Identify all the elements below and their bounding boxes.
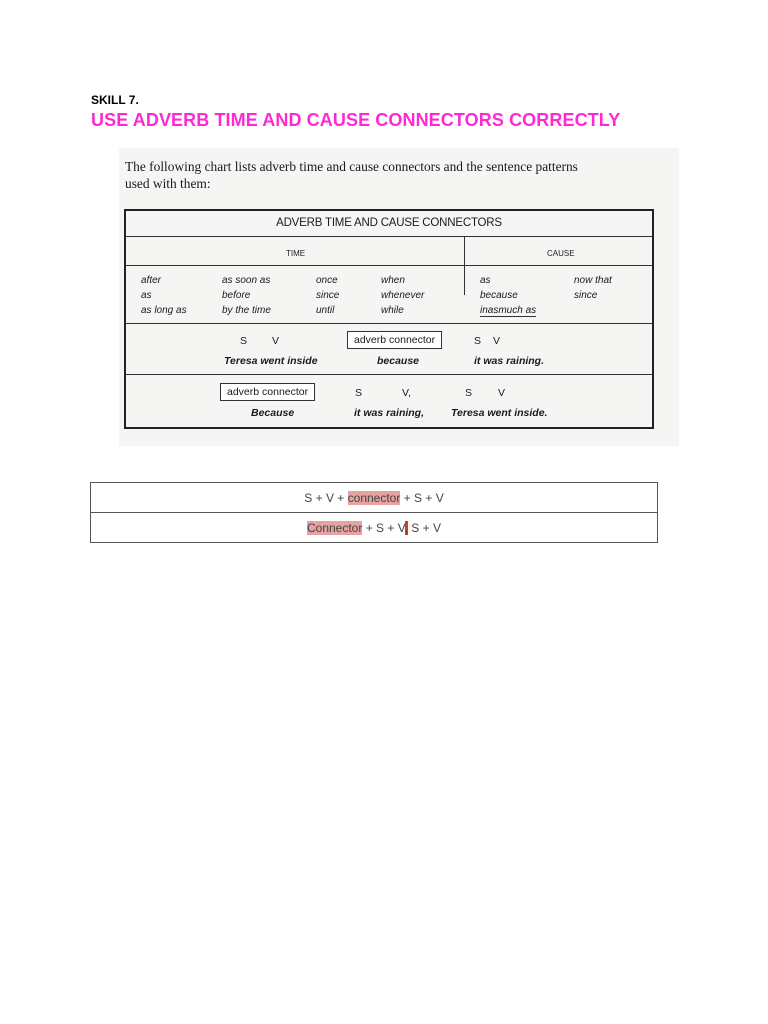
- pattern2-verb-2: V: [498, 387, 506, 399]
- formula-text: S + V +: [304, 490, 348, 505]
- pattern2-subject-2: S: [465, 387, 473, 399]
- chart-divider: [126, 374, 652, 375]
- pattern2-subject: S: [355, 387, 363, 399]
- cause-column-1: [480, 273, 536, 318]
- formula-table: [90, 482, 658, 543]
- formula-row-1: [91, 483, 658, 513]
- connector-word: since: [316, 290, 340, 301]
- chart-divider: [126, 323, 652, 324]
- chart-title: ADVERB TIME AND CAUSE CONNECTORS: [276, 217, 502, 229]
- connectors-chart: [124, 209, 654, 429]
- cause-column-2: [574, 273, 612, 303]
- chart-divider: [126, 265, 652, 266]
- connector-word: as long as: [141, 305, 187, 316]
- formula-cell: [91, 513, 658, 543]
- connector-word: after: [141, 275, 162, 286]
- pattern2-connector-box: adverb connector: [220, 383, 315, 401]
- connector-word: as: [141, 290, 152, 301]
- connector-word: as soon as: [222, 275, 271, 286]
- formula-text: + S + V: [400, 490, 444, 505]
- page-title: USE ADVERB TIME AND CAUSE CONNECTORS CORRECTLY: [91, 110, 621, 130]
- formula-row-2: [91, 513, 658, 543]
- pattern1-subject: S: [240, 335, 248, 347]
- highlighted-connector: connector: [347, 490, 401, 505]
- skill-label: SKILL 7.: [91, 93, 139, 107]
- pattern2-example-1: Because: [251, 407, 295, 419]
- connector-word: while: [381, 305, 404, 316]
- connector-word: [480, 303, 536, 318]
- connector-word: now that: [574, 275, 612, 286]
- intro-text: [125, 158, 665, 192]
- cause-header: CAUSE: [547, 249, 575, 258]
- chart-divider: [126, 236, 652, 237]
- chart-column-divider: [464, 237, 465, 295]
- time-column-1: [141, 273, 187, 318]
- pattern2-verb: V,: [402, 387, 411, 399]
- time-column-4: [381, 273, 424, 318]
- formula-text: S + V: [407, 520, 441, 535]
- connector-word: before: [222, 290, 251, 301]
- intro-line-1: The following chart lists adverb time and cause connectors and the sentence patterns: [125, 159, 578, 174]
- formula-cell: [91, 483, 658, 513]
- time-column-3: [316, 273, 339, 318]
- connector-word: once: [316, 275, 338, 286]
- time-header: TIME: [286, 249, 306, 258]
- pattern1-subject-2: S: [474, 335, 482, 347]
- pattern2-example-3: Teresa went inside.: [451, 407, 548, 419]
- formula-text: + S + V: [362, 520, 405, 535]
- pattern1-example-2: because: [377, 355, 420, 367]
- pattern1-verb-2: V: [493, 335, 501, 347]
- connector-word: by the time: [222, 305, 271, 316]
- highlighted-comma: ,: [404, 520, 408, 535]
- pattern1-example-3: it was raining.: [474, 355, 545, 367]
- connector-word: as: [480, 275, 491, 286]
- connector-word-underlined: inasmuch as: [480, 305, 537, 316]
- highlighted-connector: Connector: [306, 520, 363, 535]
- connector-word: because: [480, 290, 518, 301]
- intro-line-2: used with them:: [125, 176, 211, 191]
- pattern1-verb: V: [272, 335, 280, 347]
- pattern1-connector-box: adverb connector: [347, 331, 442, 349]
- pattern2-example-2: it was raining,: [354, 407, 425, 419]
- time-column-2: [222, 273, 271, 318]
- connector-word: until: [316, 305, 335, 316]
- pattern1-example-1: Teresa went inside: [224, 355, 318, 367]
- connector-word: since: [574, 290, 598, 301]
- connector-word: whenever: [381, 290, 425, 301]
- connector-word: when: [381, 275, 405, 286]
